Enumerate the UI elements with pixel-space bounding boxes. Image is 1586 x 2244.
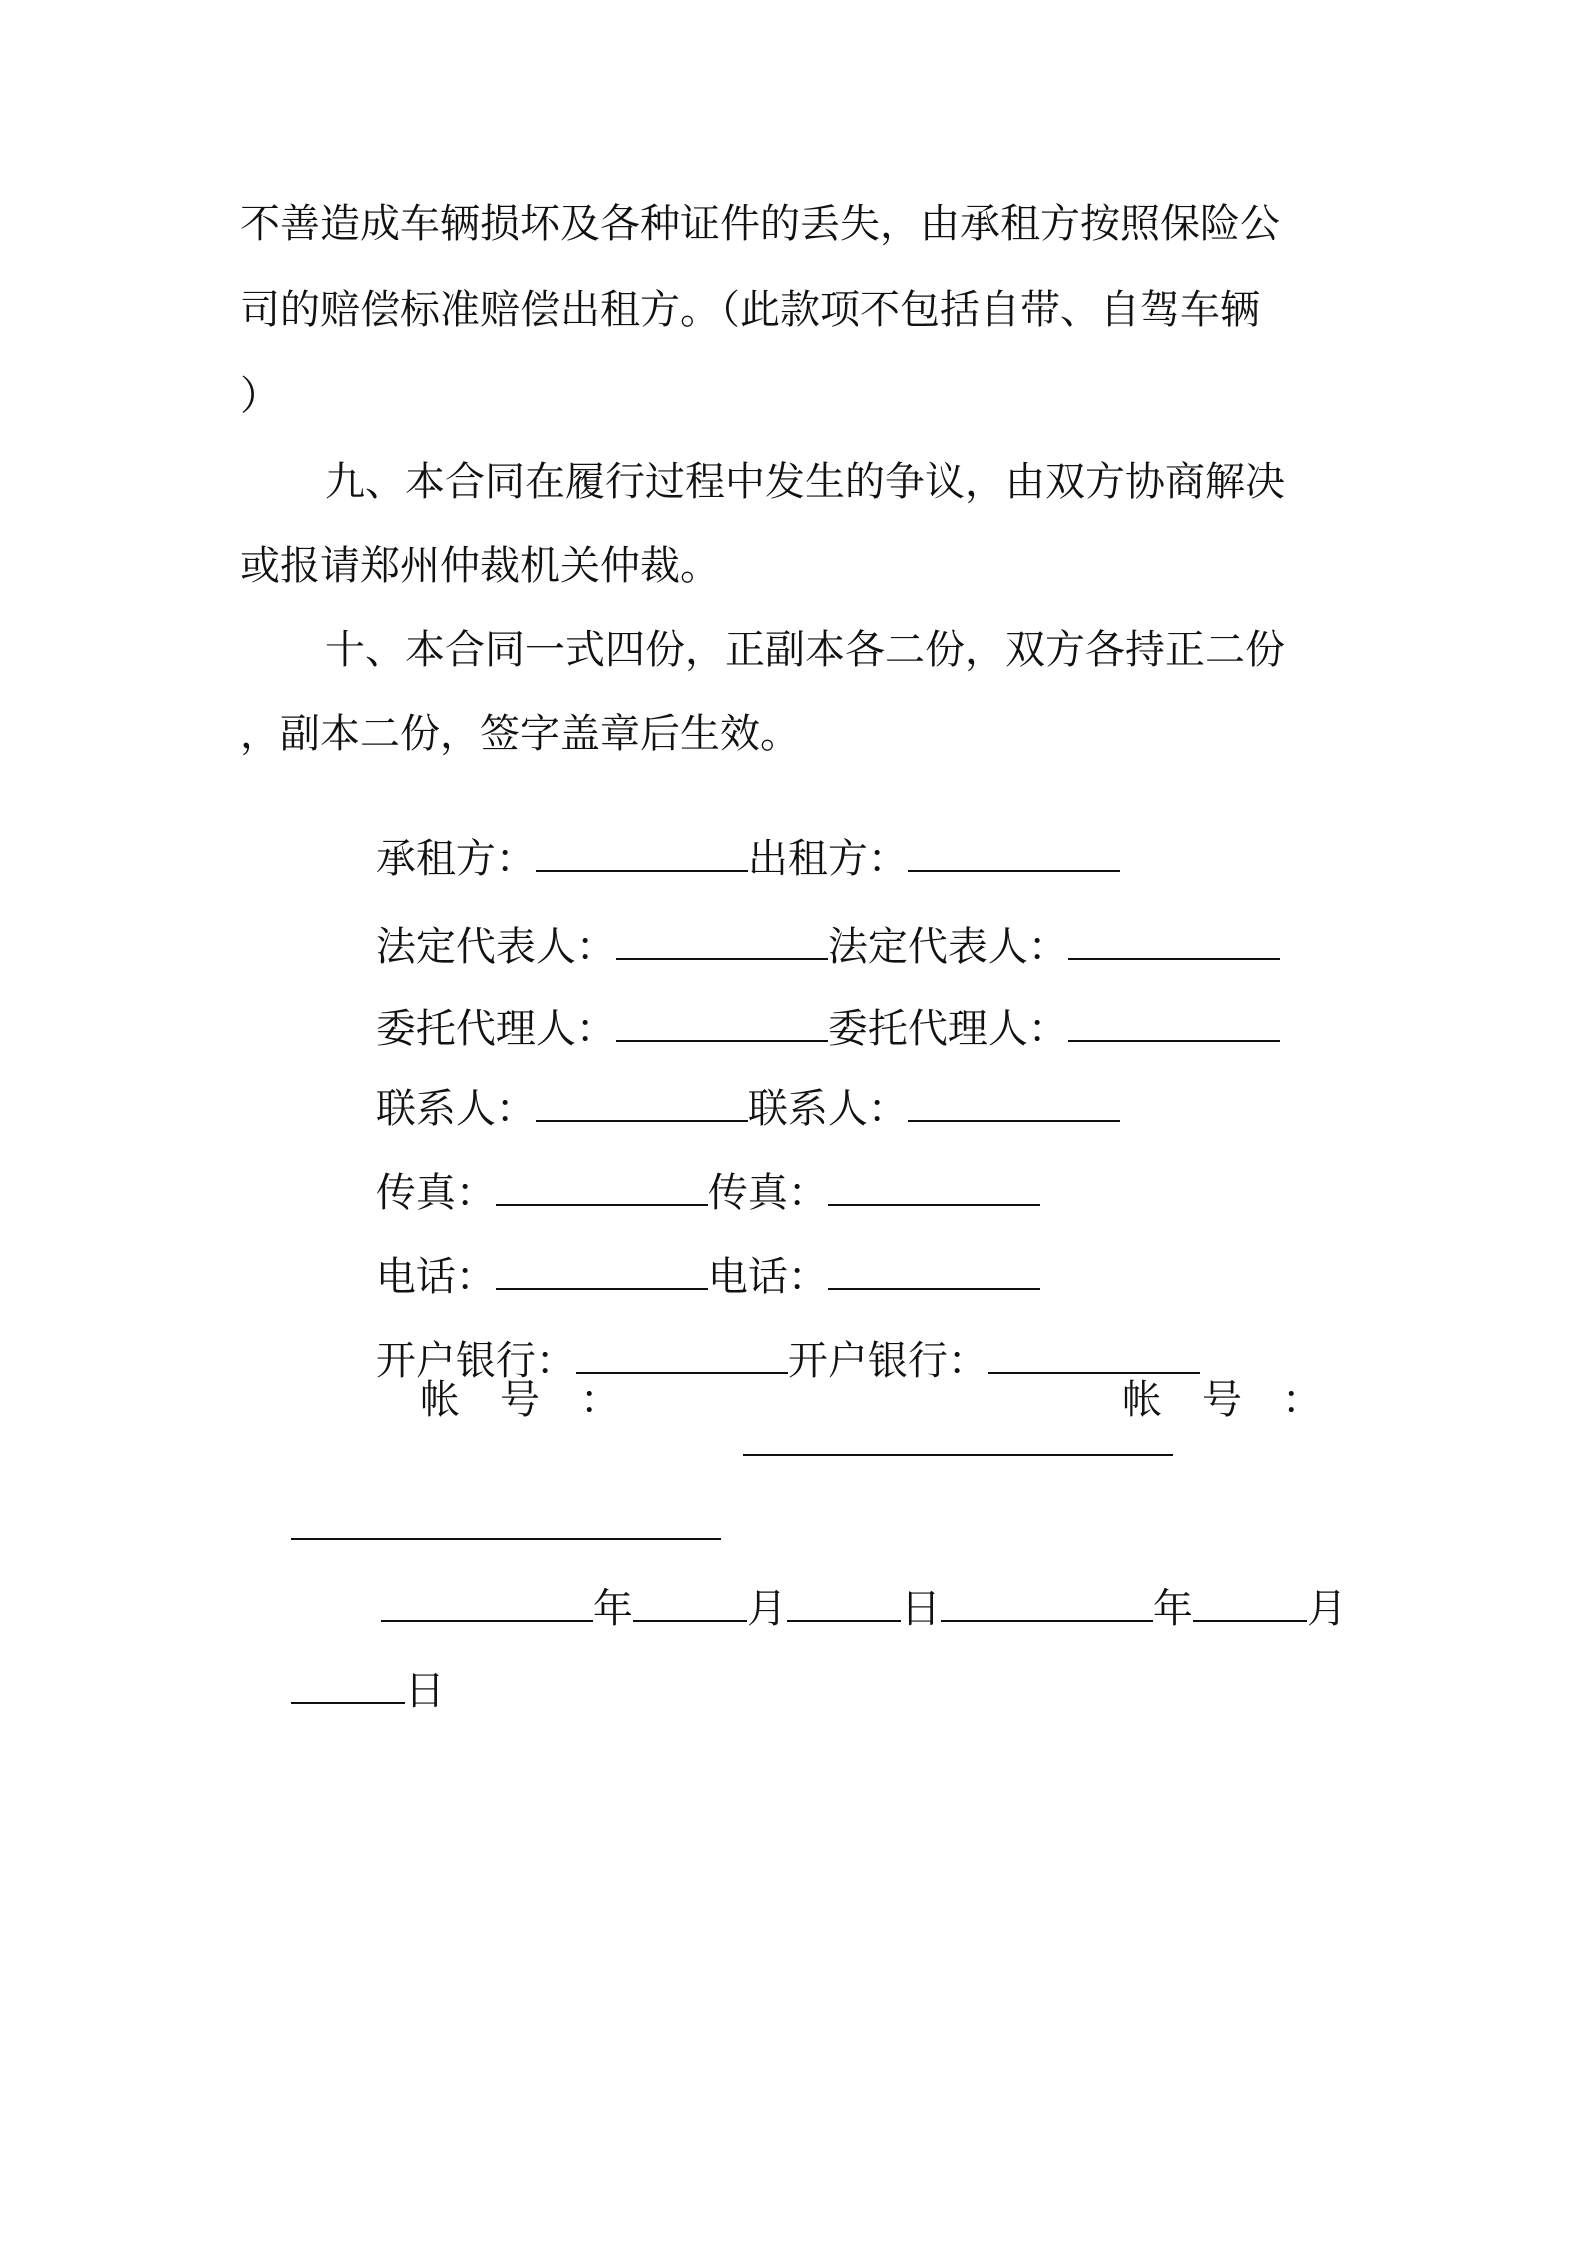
legal-rep-label: 法定代表人： bbox=[375, 924, 616, 970]
lessee-blank[interactable] bbox=[536, 836, 748, 872]
agent-blank[interactable] bbox=[616, 1006, 828, 1042]
legal-rep-blank[interactable] bbox=[616, 924, 828, 960]
month-blank[interactable] bbox=[1193, 1586, 1307, 1622]
contact-label: 联系人： bbox=[747, 1086, 908, 1132]
paragraph-line: 司的赔偿标准赔偿出租方。（此款项不包括自带、自驾车辆 bbox=[240, 287, 1260, 333]
agent-label: 委托代理人： bbox=[827, 1006, 1068, 1052]
phone-blank[interactable] bbox=[496, 1254, 708, 1290]
day-label: 日 bbox=[404, 1668, 445, 1714]
legal-rep-blank[interactable] bbox=[1068, 924, 1280, 960]
paragraph-line: ） bbox=[240, 373, 280, 419]
account-row bbox=[692, 1380, 1173, 1503]
fax-blank[interactable] bbox=[828, 1170, 1040, 1206]
clause-ten-line: 十、本合同一式四份，正副本各二份，双方各持正二份 bbox=[325, 627, 1285, 673]
bank-blank[interactable] bbox=[576, 1338, 788, 1374]
year-label: 年 bbox=[1152, 1586, 1193, 1632]
fax-blank[interactable] bbox=[496, 1170, 708, 1206]
fax-label: 传真： bbox=[707, 1170, 828, 1216]
phone-blank[interactable] bbox=[828, 1254, 1040, 1290]
agent-blank[interactable] bbox=[1068, 1006, 1280, 1042]
day-blank[interactable] bbox=[787, 1586, 901, 1622]
month-blank[interactable] bbox=[633, 1586, 747, 1622]
month-label: 月 bbox=[1306, 1586, 1347, 1632]
fax-label: 传真： bbox=[375, 1170, 496, 1216]
agent-label: 委托代理人： bbox=[375, 1006, 616, 1052]
date-row bbox=[240, 1628, 445, 1751]
bank-label: 开户银行： bbox=[787, 1338, 988, 1384]
year-label: 年 bbox=[592, 1586, 633, 1632]
account-label: 帐 号 ： bbox=[1122, 1377, 1322, 1423]
account-blank[interactable] bbox=[291, 1504, 721, 1540]
bank-label: 开户银行： bbox=[375, 1338, 576, 1384]
day-blank[interactable] bbox=[291, 1668, 405, 1704]
account-blank[interactable] bbox=[743, 1420, 1173, 1456]
phone-label: 电话： bbox=[375, 1254, 496, 1300]
phone-label: 电话： bbox=[707, 1254, 828, 1300]
lessor-blank[interactable] bbox=[908, 836, 1120, 872]
legal-rep-label: 法定代表人： bbox=[827, 924, 1068, 970]
year-blank[interactable] bbox=[941, 1586, 1153, 1622]
month-label: 月 bbox=[746, 1586, 787, 1632]
day-label: 日 bbox=[900, 1586, 941, 1632]
account-label: 帐 号 ： bbox=[420, 1377, 620, 1423]
contact-blank[interactable] bbox=[536, 1086, 748, 1122]
lessor-label: 出租方： bbox=[747, 836, 908, 882]
year-blank[interactable] bbox=[381, 1586, 593, 1622]
lessee-label: 承租方： bbox=[375, 836, 536, 882]
clause-nine-line: 九、本合同在履行过程中发生的争议，由双方协商解决 bbox=[325, 459, 1285, 505]
clause-nine-line: 或报请郑州仲裁机关仲裁。 bbox=[240, 543, 720, 589]
contact-label: 联系人： bbox=[375, 1086, 536, 1132]
bank-blank[interactable] bbox=[988, 1338, 1200, 1374]
clause-ten-line: ，副本二份，签字盖章后生效。 bbox=[240, 711, 800, 757]
paragraph-line: 不善造成车辆损坏及各种证件的丢失，由承租方按照保险公 bbox=[240, 201, 1280, 247]
contact-blank[interactable] bbox=[908, 1086, 1120, 1122]
date-row bbox=[330, 1546, 1347, 1669]
